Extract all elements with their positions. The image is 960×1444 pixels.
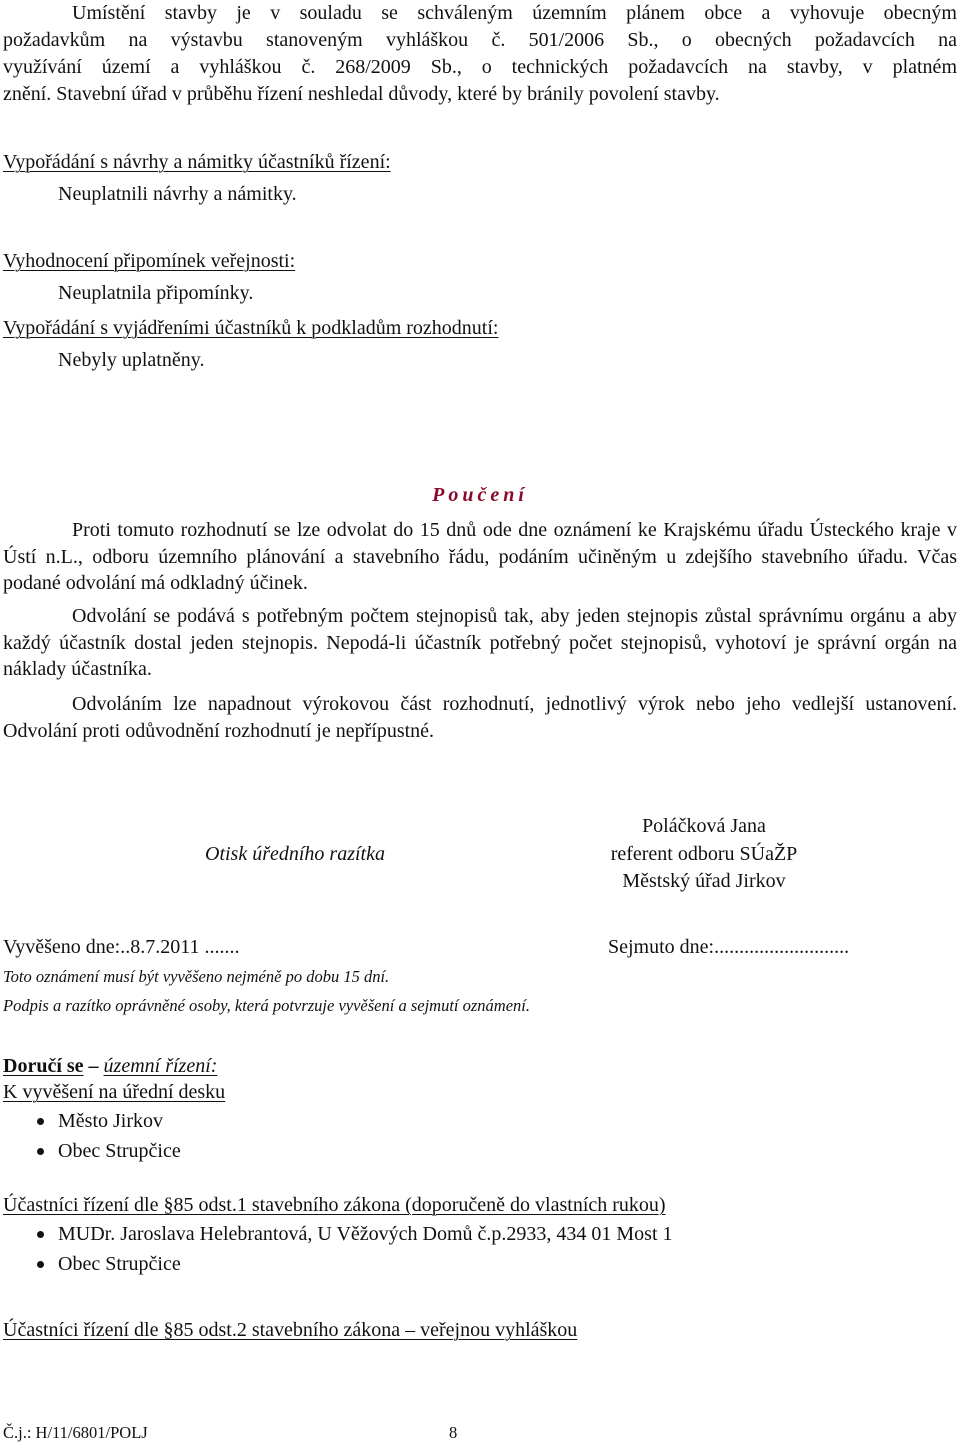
pouceni-paragraph-3: Odvoláním lze napadnout výrokovou část rozhodnutí, jednotlivý výrok nebo jeho vedlejší ustanovení. Odvolání proti odůvodnění rozhodnutí je nepřípustné.: [3, 693, 957, 742]
vyjadreni-heading: Vypořádání s vyjádřeními účastníků k podkladům rozhodnutí:: [3, 317, 499, 339]
reference-number: Č.j.: H/11/6801/POLJ: [3, 1423, 148, 1442]
participants-85-1-heading: Účastníci řízení dle §85 odst.1 stavebního zákona (doporučeně do vlastních rukou): [3, 1194, 666, 1216]
bullet-icon: [37, 1148, 44, 1155]
intro-line-4: znění. Stavební úřad v průběhu řízení neshledal důvody, které by bránily povolení stavby.: [3, 83, 720, 105]
posting-note-duration: Toto oznámení musí být vyvěšeno nejméně po dobu 15 dní.: [3, 967, 390, 986]
delivery-label-italic: územní řízení:: [103, 1055, 218, 1077]
delivery-dash: –: [88, 1055, 99, 1077]
navrhy-heading: Vypořádání s návrhy a námitky účastníků řízení:: [3, 151, 391, 173]
vyjadreni-text: Nebyly uplatněny.: [58, 349, 205, 371]
bullet-icon: [37, 1118, 44, 1125]
noticeboard-item: Město Jirkov: [58, 1110, 163, 1132]
stamp-label: Otisk úředního razítka: [205, 843, 385, 865]
posting-note-signature: Podpis a razítko oprávněné osoby, která potvrzuje vyvěšení a sejmutí oznámení.: [3, 996, 530, 1015]
noticeboard-item: Obec Strupčice: [58, 1140, 181, 1162]
posted-date: Vyvěšeno dne:..8.7.2011 .......: [3, 936, 240, 958]
bullet-icon: [37, 1231, 44, 1238]
delivery-label-bold: Doručí se: [3, 1055, 84, 1077]
removed-date: Sejmuto dne:...........................: [608, 936, 850, 958]
delivery-label: [3, 1055, 217, 1078]
participant-item: Obec Strupčice: [58, 1253, 181, 1275]
pouceni-paragraph-2: Odvolání se podává s potřebným počtem stejnopisů tak, aby jeden stejnopis zůstal správnímu orgánu a aby každý účastník dostal jeden stejnopis. Nepodá-li účastník potřebný počet stejnopisů, vyhotoví je správní orgán na náklady účastníka.: [3, 605, 957, 680]
intro-line-3: využívání území a vyhláškou č. 268/2009 Sb., o technických požadavcích na stavby, v platném: [3, 56, 957, 78]
bullet-icon: [37, 1261, 44, 1268]
signatory-office: Městský úřad Jirkov: [622, 870, 786, 892]
pripominky-heading: Vyhodnocení připomínek veřejnosti:: [3, 250, 296, 272]
navrhy-text: Neuplatnili návrhy a námitky.: [58, 183, 297, 205]
noticeboard-heading: K vyvěšení na úřední desku: [3, 1081, 226, 1103]
intro-line-2: požadavkům na výstavbu stanoveným vyhláškou č. 501/2006 Sb., o obecných požadavcích na: [3, 29, 957, 51]
signatory-role: referent odboru SÚaŽP: [610, 843, 798, 865]
intro-line-1: Umístění stavby je v souladu se schváleným územním plánem obce a vyhovuje obecným: [72, 2, 957, 24]
participant-item: MUDr. Jaroslava Helebrantová, U Věžových Domů č.p.2933, 434 01 Most 1: [58, 1223, 673, 1245]
pouceni-paragraph-1: Proti tomuto rozhodnutí se lze odvolat do 15 dnů ode dne oznámení ke Krajskému úřadu Ústeckého kraje v Ústí n.L., odboru územního plánování a stavebního řádu, podáním učiněným u zdejšího stavebního úřadu. Včas podané odvolání má odkladný účinek.: [3, 519, 957, 594]
signatory-name: Poláčková Jana: [642, 815, 766, 837]
participants-85-2-heading: Účastníci řízení dle §85 odst.2 stavebního zákona – veřejnou vyhláškou: [3, 1319, 578, 1341]
page-number: 8: [449, 1423, 458, 1442]
pripominky-text: Neuplatnila připomínky.: [58, 282, 254, 304]
pouceni-title: Poučení: [432, 484, 528, 506]
